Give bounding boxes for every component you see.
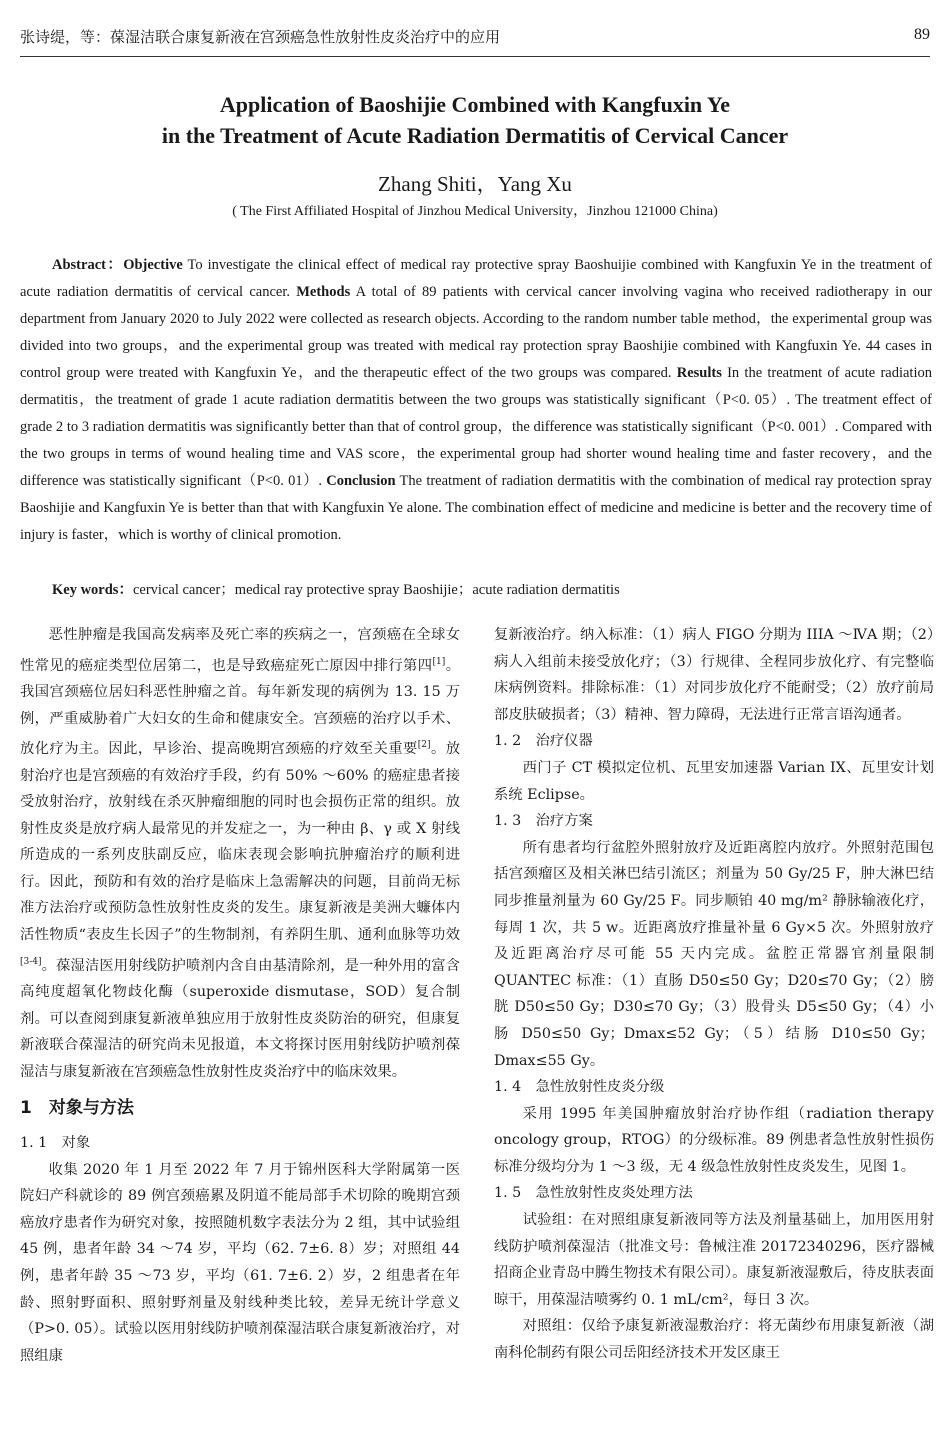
keywords-label: Key words： bbox=[52, 582, 133, 598]
subsection-1-5-text-b: 对照组：仅给予康复新液湿敷治疗：将无菌纱布用康复新液（湖南科伦制药有限公司岳阳经济技术开发区康王 bbox=[494, 1318, 934, 1362]
paper-title-line1: Application of Baoshijie Combined with Kangfuxin Ye bbox=[219, 92, 731, 117]
authors: Zhang Shiti，Yang Xu bbox=[378, 172, 572, 196]
page-number: 89 bbox=[914, 26, 930, 43]
intro-text-1: 恶性肿瘤是我国高发病率及死亡率的疾病之一，宫颈癌在全球女性常见的癌症类型位居第二，也是导致癌症死亡原因中排行第四 bbox=[20, 627, 460, 674]
citation-3-4: [3-4] bbox=[20, 956, 42, 967]
subsection-1-4-heading: 1. 4 急性放射性皮炎分级 bbox=[494, 1079, 665, 1096]
objective-label: Objective bbox=[123, 257, 183, 273]
conclusion-label: Conclusion bbox=[326, 473, 396, 489]
left-column bbox=[20, 622, 460, 1369]
subsection-1-2-text: 西门子 CT 模拟定位机、瓦里安加速器 Varian IX、瓦里安计划系统 Eclipse。 bbox=[494, 759, 934, 803]
intro-paragraph bbox=[20, 622, 460, 1085]
running-title: 张诗缇，等：葆湿洁联合康复新液在宫颈癌急性放射性皮炎治疗中的应用 bbox=[20, 28, 501, 46]
abstract bbox=[20, 252, 932, 549]
intro-text-3: 。放射治疗也是宫颈癌的有效治疗手段，约有 50% ～60% 的癌症患者接受放射治疗，放射线在杀灭肿瘤细胞的同时也会损伤正常的组织。放射性皮炎是放疗病人最常见的并发症之一，为一种由 β、γ 或 X 射线所造成的一系列皮肤副反应，临床表现会影响抗肿瘤治疗的顺利进行。因此，预防和有效的治疗是临床上急需解决的问题，目前尚无标准方法治疗或预防急性放射性皮炎的发生。康复新液是美洲大蠊体内活性物质“表皮生长因子”的生物制剂，有养阴生肌、通利血脉等功效 bbox=[20, 740, 461, 944]
intro-text-2: 。我国宫颈癌位居妇科恶性肿瘤之首。每年新发现的病例为 13. 15 万例，严重威胁着广大妇女的生命和健康安全。宫颈癌的治疗以手术、放化疗为主。因此，早诊治、提高晚期宫颈癌的疗效至关重要 bbox=[20, 657, 460, 757]
right-column bbox=[494, 622, 934, 1367]
subsection-1-1-text: 收集 2020 年 1 月至 2022 年 7 月于锦州医科大学附属第一医院妇产科就诊的 89 例宫颈癌累及阴道不能局部手术切除的晚期宫颈癌放疗患者作为研究对象，按照随机数字表法分为 2 组，其中试验组 45 例，患者年龄 34 ～74 岁，平均（62. 7±6. 8）岁；对照组 44 例，患者年龄 35 ～73 岁，平均（61. 7±6. 2）岁，2 组患者在年龄、照射野面积、照射野剂量及射线种类比较，差异无统计学意义（P>0. 05）。试验以医用射线防护喷剂葆湿洁联合康复新液治疗，对照组康 bbox=[20, 1161, 460, 1364]
conclusion-text: The treatment of radiation dermatitis with the combination of medical ray protection spray Baoshijie and Kangfuxin Ye is better than that with Kangfuxin Ye alone. The combination effect of medicine and medicine is better and the recovery time of injury is faster，which is worthy of clinical promotion. bbox=[20, 473, 932, 543]
affiliation: ( The First Affiliated Hospital of Jinzhou Medical University，Jinzhou 121000 China) bbox=[232, 204, 718, 219]
objective-text: To investigate the clinical effect of medical ray protective spray Baoshuijie combined with Kangfuxin Ye in the treatment of acute radiation dermatitis of cervical cancer. bbox=[20, 257, 932, 300]
subsection-1-3-heading: 1. 3 治疗方案 bbox=[494, 813, 593, 830]
results-text: In the treatment of acute radiation dermatitis，the treatment of grade 1 acute radiation dermatitis between the two groups was statistically significant（P<0. 05）. The treatment effect of grade 2 to 3 radiation dermatitis was significantly better than that of control group，the difference was statistically significant（P<0. 001）. Compared with the two groups in terms of wound healing time and VAS score，the experimental group had shorter wound healing time and faster recovery，and the difference was statistically significant（P<0. 01）. bbox=[20, 365, 932, 489]
running-header bbox=[20, 26, 930, 57]
methods-text: A total of 89 patients with cervical cancer involving vagina who received radiotherapy in our department from January 2020 to July 2022 were collected as research objects. According to the random number table method，the experimental group was divided into two groups，and the experimental group was treated with medical ray protection spray Baoshijie combined with Kangfuxin Ye. 44 cases in control group were treated with Kangfuxin Ye，and the therapeutic effect of the two groups was compared. bbox=[20, 284, 932, 381]
section-1-heading: 1 对象与方法 bbox=[20, 1098, 134, 1119]
paper-title-line2: in the Treatment of Acute Radiation Dermatitis of Cervical Cancer bbox=[161, 123, 789, 148]
keywords bbox=[52, 578, 620, 599]
citation-2: [2] bbox=[417, 740, 431, 751]
keywords-text: cervical cancer；medical ray protective spray Baoshijie；acute radiation dermatitis bbox=[132, 582, 620, 598]
subsection-1-2-heading: 1. 2 治疗仪器 bbox=[494, 733, 593, 750]
subsection-1-1-continued: 复新液治疗。纳入标准：（1）病人 FIGO 分期为 IIIA ～ⅣA 期；（2）病人入组前未接受放化疗；（3）行规律、全程同步放化疗、有完整临床病例资料。排除标准：（1）对同步放化疗不能耐受；（2）放疗前局部皮肤破损者；（3）精神、智力障碍，无法进行正常言语沟通者。 bbox=[494, 627, 934, 723]
citation-1: [1] bbox=[432, 656, 446, 667]
abstract-label: Abstract： bbox=[52, 257, 124, 273]
intro-text-4: 。葆湿洁医用射线防护喷剂内含自由基清除剂，是一种外用的富含高纯度超氧化物歧化酶（superoxide dismutase，SOD）复合制剂。可以查阅到康复新液单独应用于放射性皮炎防治的研究，但康复新液联合葆湿洁的研究尚未见报道，本文将探讨医用射线防护喷剂葆湿洁与康复新液在宫颈癌急性放射性皮炎治疗中的临床效果。 bbox=[20, 957, 460, 1080]
subsection-1-3-text: 所有患者均行盆腔外照射放疗及近距离腔内放疗。外照射范围包括宫颈瘤区及相关淋巴结引流区；剂量为 50 Gy/25 F，肿大淋巴结同步推量剂量为 60 Gy/25 F。同步顺铂 40 mg/m² 静脉输液化疗，每周 1 次，共 5 w。近距离放疗推量补量 6 Gy×5 次。外照射放疗及近距离治疗尽可能 55 天内完成。盆腔正常器官剂量限制 QUANTEC 标准：（1）直肠 D50≤50 Gy；D20≤70 Gy；（2）膀胱 D50≤50 Gy；D30≤70 Gy；（3）股骨头 D5≤50 Gy；（4）小肠 D50≤50 Gy；Dmax≤52 Gy；（5）结肠 D10≤50 Gy；Dmax≤55 Gy。 bbox=[494, 839, 934, 1069]
subsection-1-5-heading: 1. 5 急性放射性皮炎处理方法 bbox=[494, 1185, 693, 1202]
results-label: Results bbox=[676, 365, 722, 381]
subsection-1-4-text: 采用 1995 年美国肿瘤放射治疗协作组（radiation therapy oncology group，RTOG）的分级标准。89 例患者急性放射性损伤标准分级均分为 1 ～3 级，无 4 级急性放射性皮炎发生，见图 1。 bbox=[494, 1105, 934, 1175]
methods-label: Methods bbox=[296, 284, 351, 300]
subsection-1-1-heading: 1. 1 对象 bbox=[20, 1134, 91, 1151]
subsection-1-5-text-a: 试验组：在对照组康复新液同等方法及剂量基础上，加用医用射线防护喷剂葆湿洁（批准文号：鲁械注准 20172340296，医疗器械招商企业青岛中腾生物技术有限公司）。康复新液湿敷后，待皮肤表面晾干，用葆湿洁喷雾约 0. 1 mL/cm²，每日 3 次。 bbox=[494, 1212, 934, 1308]
